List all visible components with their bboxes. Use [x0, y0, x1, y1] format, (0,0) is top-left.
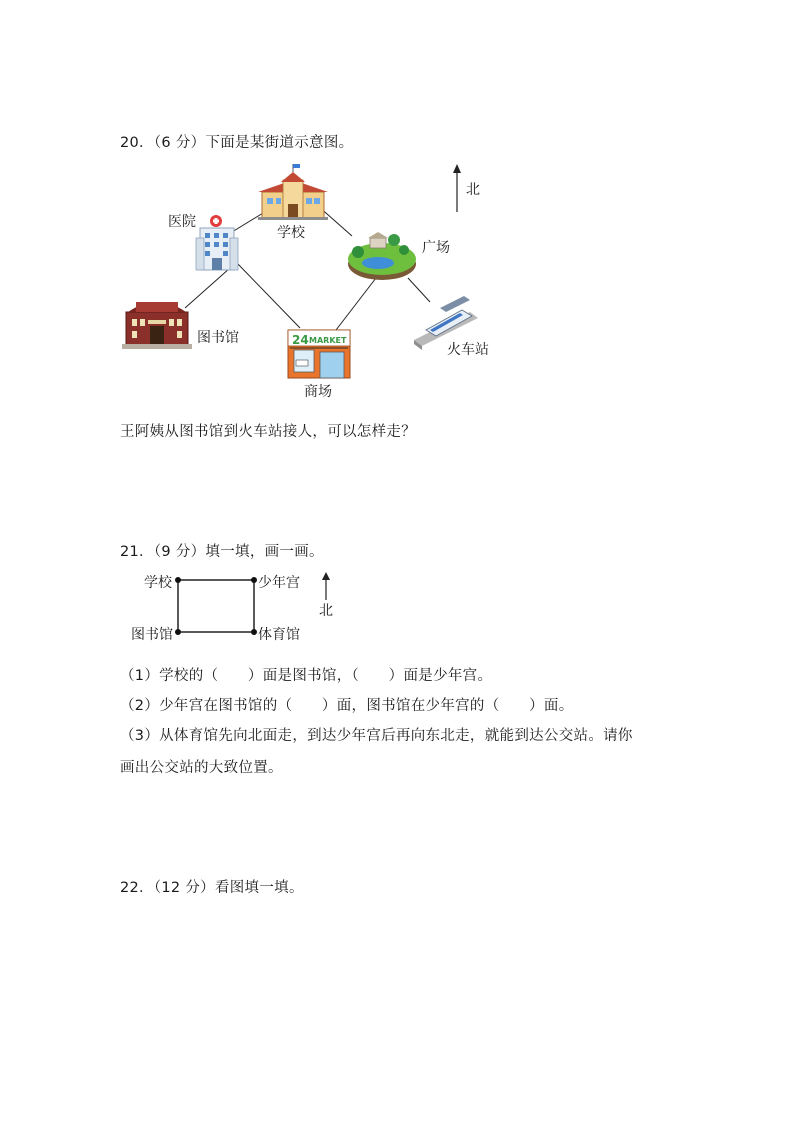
- mall-sign-market: MARKET: [309, 336, 347, 345]
- hospital-icon: [196, 215, 238, 270]
- school-icon: [258, 164, 328, 220]
- q21-part1: （1）学校的（ ）面是图书馆，（ ）面是少年宫。: [120, 668, 493, 684]
- q21-part3-line1: （3）从体育馆先向北面走，到达少年宫后再向东北走，就能到达公交站。请你: [120, 728, 633, 744]
- hospital-label: 医院: [168, 214, 196, 230]
- grid-north-label: 北: [319, 603, 333, 619]
- grid-youth-palace-label: 少年宫: [258, 575, 300, 591]
- grid-rectangle: [178, 580, 254, 632]
- mall-sign-24: 24: [292, 333, 309, 347]
- library-icon: [122, 302, 192, 349]
- road-hospital-library: [185, 268, 230, 308]
- library-label: 图书馆: [197, 330, 239, 346]
- q22-title: 22．（12 分）看图填一填。: [120, 880, 304, 896]
- square-icon: [348, 232, 416, 280]
- grid-library-label: 图书馆: [131, 627, 173, 643]
- school-point: [175, 577, 181, 583]
- square-label: 广场: [422, 240, 450, 256]
- grid-map: [0, 560, 800, 680]
- road-square-station: [408, 278, 430, 302]
- mall-icon: [288, 330, 350, 378]
- north-label: 北: [466, 182, 480, 198]
- q21-title: 21．（9 分）填一填，画一画。: [120, 544, 324, 560]
- q20-question: 王阿姨从图书馆到火车站接人，可以怎样走？: [120, 424, 416, 440]
- grid-gym-label: 体育馆: [258, 627, 300, 643]
- station-label: 火车站: [447, 342, 489, 358]
- youth-palace-point: [251, 577, 257, 583]
- grid-school-label: 学校: [144, 575, 172, 591]
- q20-title: 20．（6 分）下面是某街道示意图。: [120, 135, 354, 151]
- road-square-mall: [336, 278, 376, 330]
- q21-part3-line2: 画出公交站的大致位置。: [120, 760, 283, 776]
- road-hospital-mall: [236, 262, 300, 328]
- gym-point: [251, 629, 257, 635]
- library-point: [175, 629, 181, 635]
- school-label: 学校: [277, 225, 305, 241]
- grid-north-arrow-icon: [322, 572, 330, 600]
- north-arrow-icon: [453, 164, 461, 212]
- street-map: [0, 0, 800, 420]
- mall-label: 商场: [304, 384, 332, 400]
- q21-part2: （2）少年宫在图书馆的（ ）面，图书馆在少年宫的（ ）面。: [120, 698, 574, 714]
